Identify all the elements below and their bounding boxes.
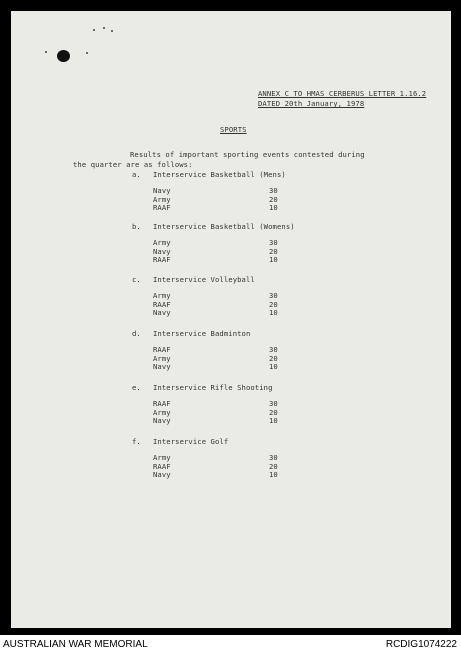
letter-date: DATED 20th January, 1978: [258, 99, 365, 108]
event-heading: [132, 170, 332, 179]
document-page: [11, 11, 451, 628]
result-row: [153, 400, 332, 409]
team-name: RAAF: [153, 203, 171, 213]
result-row: [153, 471, 332, 480]
result-row: [153, 187, 332, 196]
team-points: 20: [269, 194, 278, 204]
team-name: Army: [153, 407, 171, 417]
team-name: RAAF: [153, 345, 171, 354]
result-row: [153, 309, 332, 318]
team-points: 10: [269, 308, 278, 318]
team-name: Navy: [153, 308, 171, 318]
team-name: Army: [153, 238, 171, 247]
team-name: Army: [153, 291, 171, 300]
team-points: 30: [269, 453, 278, 462]
event-results: [132, 400, 332, 426]
intro-line: the quarter are as follows:: [73, 159, 193, 169]
page-title: SPORTS: [220, 125, 247, 134]
event-heading: [132, 383, 332, 392]
annex-reference: ANNEX C TO HMAS CERBERUS LETTER 1.16.2: [258, 89, 427, 98]
event-section: [132, 275, 332, 318]
event-section: [132, 329, 332, 372]
result-row: [153, 248, 332, 257]
paper-speck: [103, 27, 105, 29]
result-row: [153, 346, 332, 355]
footer-source: AUSTRALIAN WAR MEMORIAL: [3, 639, 148, 650]
team-points: 20: [269, 461, 278, 471]
result-row: [153, 239, 332, 248]
event-heading: [132, 222, 332, 231]
paper-speck: [111, 30, 113, 32]
team-points: 10: [269, 470, 278, 480]
team-points: 30: [269, 186, 278, 195]
team-points: 20: [269, 353, 278, 363]
result-row: [153, 417, 332, 426]
team-points: 30: [269, 399, 278, 408]
team-points: 10: [269, 416, 278, 426]
punch-hole: [57, 50, 70, 62]
result-row: [153, 363, 332, 372]
team-points: 30: [269, 291, 278, 300]
team-name: Navy: [153, 362, 171, 372]
event-title: Interservice Basketball (Mens): [153, 170, 286, 179]
team-points: 20: [269, 299, 278, 309]
event-section: [132, 222, 332, 265]
team-name: Navy: [153, 246, 171, 256]
letter-reference: [258, 89, 426, 109]
team-name: RAAF: [153, 255, 171, 265]
team-name: Navy: [153, 470, 171, 480]
team-points: 30: [269, 345, 278, 354]
event-title: Interservice Badminton: [153, 329, 251, 338]
intro-line: Results of important sporting events contested during: [130, 150, 365, 159]
event-section: [132, 383, 332, 426]
event-letter: f.: [132, 437, 141, 446]
event-letter: d.: [132, 329, 141, 338]
paper-speck: [86, 52, 88, 54]
event-results: [132, 187, 332, 213]
paper-speck: [93, 29, 95, 31]
event-letter: c.: [132, 275, 141, 284]
result-row: [153, 301, 332, 310]
archive-footer: [0, 635, 461, 653]
result-row: [153, 409, 332, 418]
event-results: [132, 346, 332, 372]
event-results: [132, 454, 332, 480]
event-title: Interservice Volleyball: [153, 275, 255, 284]
event-letter: a.: [132, 170, 141, 179]
team-name: Army: [153, 194, 171, 204]
result-row: [153, 196, 332, 205]
event-results: [132, 292, 332, 318]
team-points: 10: [269, 203, 278, 213]
footer-record-id: RCDIG1074222: [385, 639, 457, 650]
result-row: [153, 256, 332, 265]
team-name: Navy: [153, 186, 171, 195]
result-row: [153, 454, 332, 463]
result-row: [153, 292, 332, 301]
result-row: [153, 355, 332, 364]
event-section: [132, 437, 332, 480]
event-letter: e.: [132, 383, 141, 392]
team-points: 10: [269, 255, 278, 265]
intro-paragraph: [73, 150, 393, 169]
event-title: Interservice Basketball (Womens): [153, 222, 295, 231]
event-heading: [132, 329, 332, 338]
event-heading: [132, 437, 332, 446]
team-name: RAAF: [153, 399, 171, 408]
team-name: RAAF: [153, 299, 171, 309]
event-title: Interservice Rifle Shooting: [153, 383, 273, 392]
team-name: RAAF: [153, 461, 171, 471]
event-heading: [132, 275, 332, 284]
team-name: Army: [153, 353, 171, 363]
event-results: [132, 239, 332, 265]
result-row: [153, 463, 332, 472]
team-name: Army: [153, 453, 171, 462]
result-row: [153, 204, 332, 213]
event-title: Interservice Golf: [153, 437, 229, 446]
team-name: Navy: [153, 416, 171, 426]
team-points: 20: [269, 246, 278, 256]
event-section: [132, 170, 332, 213]
event-letter: b.: [132, 222, 141, 231]
team-points: 10: [269, 362, 278, 372]
paper-speck: [45, 51, 47, 53]
team-points: 20: [269, 407, 278, 417]
team-points: 30: [269, 238, 278, 247]
